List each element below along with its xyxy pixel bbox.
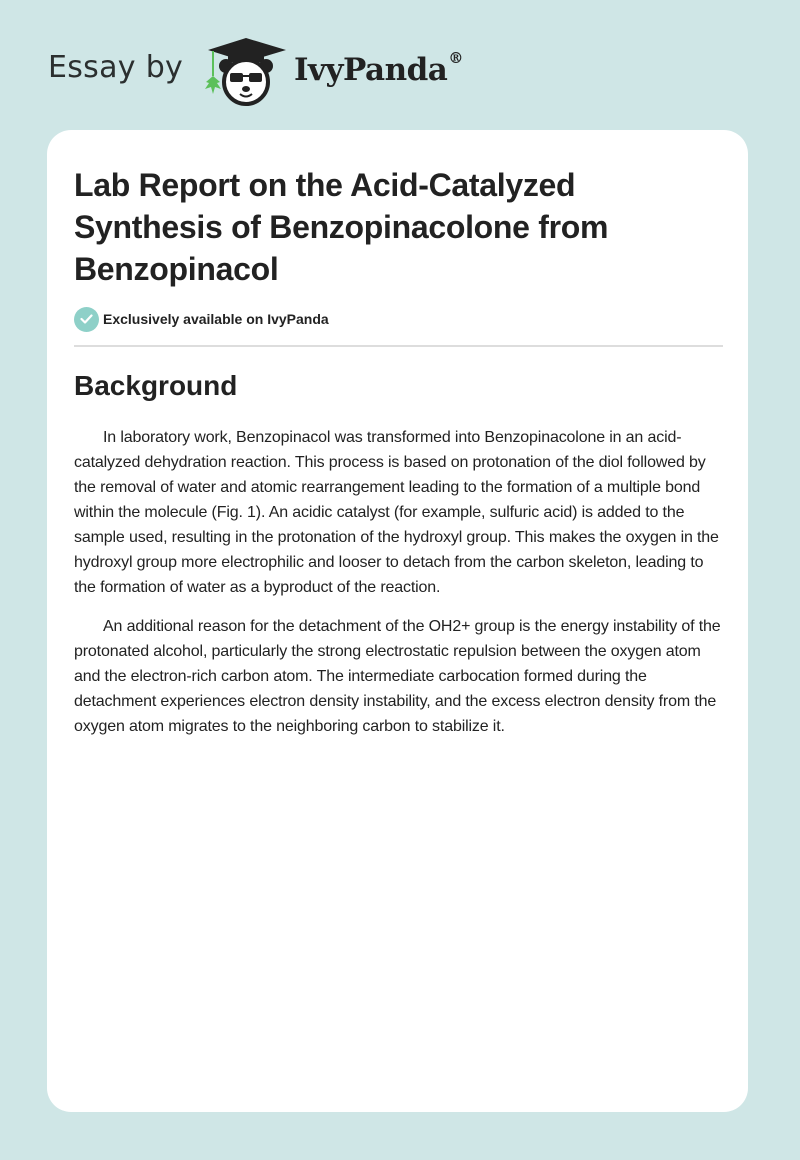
article-card (47, 130, 748, 1112)
registered-mark: ® (448, 48, 463, 67)
section-heading-background: Background (74, 370, 238, 401)
brand-text: IvyPanda (294, 52, 448, 88)
paragraph: In laboratory work, Benzopinacol was transformed into Benzopinacolone in an acid-catalyzed dehydration reaction. This process is based on protonation of the diol followed by the removal of water and atomic rearrangement leading to the formation of a multiple bond within the molecule (Fig. 1). An acidic catalyst (for example, sulfuric acid) is added to the sample used, resulting in the protonation of the hydroxyl group. This makes the oxygen in the hydroxyl group more electrophilic and looser to detach from the carbon skeleton, leading to the formation of water as a byproduct of the reaction. (74, 429, 719, 596)
check-circle-icon (74, 307, 99, 332)
exclusive-badge (74, 306, 329, 332)
site-header (0, 0, 800, 130)
badge-text: Exclusively available on IvyPanda (103, 311, 329, 327)
page-title: Lab Report on the Acid-Catalyzed Synthesis of Benzopinacolone from Benzopinacol (74, 167, 609, 287)
section-body (74, 425, 723, 753)
panda-graduate-logo-icon[interactable] (200, 36, 290, 110)
essay-by-label: Essay by (48, 50, 184, 85)
paragraph: An additional reason for the detachment of the OH2+ group is the energy instability of the protonated alcohol, particularly the strong electrostatic repulsion between the oxygen atom and the electron-rich carbon atom. The intermediate carbocation formed during the detachment experiences electron density instability, and the excess electron density from the oxygen atom migrates to the neighboring carbon to stabilize it. (74, 618, 721, 735)
brand-name[interactable] (294, 48, 463, 88)
divider (74, 345, 723, 347)
